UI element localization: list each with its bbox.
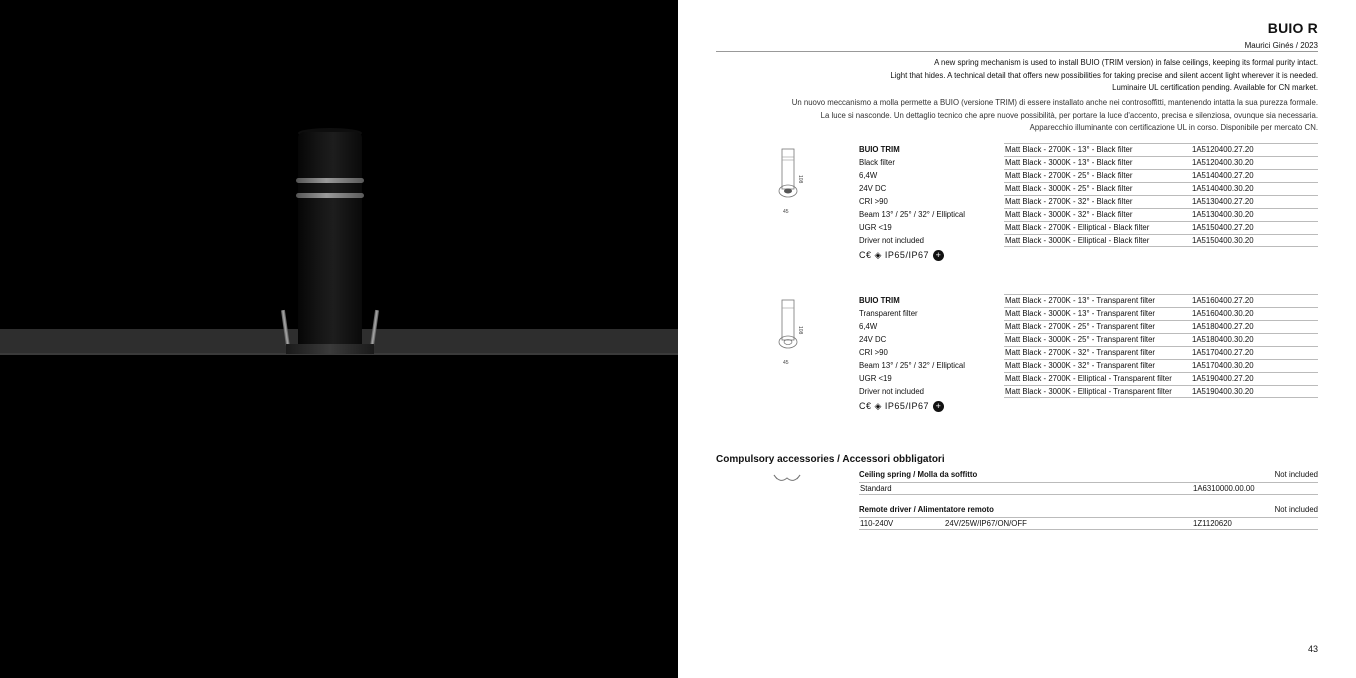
article-code: 1A5190400.30.20 — [1192, 387, 1254, 396]
header-divider — [716, 51, 1318, 52]
description-it — [792, 97, 1318, 135]
table-row — [1004, 156, 1318, 169]
accessory-col1: 110-240V — [860, 519, 894, 528]
article-code: 1A6310000.00.00 — [1193, 484, 1255, 493]
description-line: Light that hides. A technical detail that offers new possibilities for taking precise and silent accent light wherever it is needed. — [890, 70, 1318, 80]
table-row — [1004, 221, 1318, 234]
spec-item: Driver not included — [859, 387, 925, 396]
table-row — [1004, 320, 1318, 333]
article-code: 1A5120400.30.20 — [1192, 158, 1254, 167]
table-row — [1004, 143, 1318, 156]
variant-name: BUIO TRIM — [859, 296, 900, 305]
spec-item: Driver not included — [859, 236, 925, 245]
product-author: Maurici Ginés / 2023 — [1244, 41, 1318, 50]
certification-marks: C€ ◈ IP65/IP67 — [859, 250, 929, 260]
table-row — [1004, 372, 1318, 385]
dimension-width: 45 — [783, 209, 789, 215]
article-code: 1A5180400.27.20 — [1192, 322, 1254, 331]
ceiling-spring-icon — [772, 472, 802, 484]
luminaire-ring — [296, 178, 364, 183]
spec-item: 6,4W — [859, 171, 878, 180]
variant-desc: Matt Black - 2700K - 25° - Black filter — [1005, 171, 1133, 180]
spec-list — [859, 143, 965, 262]
variant-desc: Matt Black - 3000K - 32° - Black filter — [1005, 210, 1133, 219]
table-row — [859, 517, 1318, 530]
variant-desc: Matt Black - 2700K - 32° - Transparent filter — [1005, 348, 1156, 357]
table-row — [1004, 208, 1318, 221]
article-code: 1Z1120620 — [1193, 519, 1232, 528]
accessory-ceiling-spring — [859, 469, 1318, 495]
variant-name: BUIO TRIM — [859, 145, 900, 154]
accessory-name: Remote driver / Alimentatore remoto — [859, 505, 994, 514]
plus-icon: + — [933, 250, 944, 261]
luminaire-collar — [286, 344, 374, 354]
article-code: 1A5150400.27.20 — [1192, 223, 1254, 232]
table-row — [1004, 234, 1318, 247]
article-code: 1A5140400.27.20 — [1192, 171, 1254, 180]
table-row — [1004, 294, 1318, 307]
certifications — [859, 249, 965, 262]
variant-desc: Matt Black - 3000K - Elliptical - Black filter — [1005, 236, 1150, 245]
accessories-title: Compulsory accessories / Accessori obbligatori — [716, 454, 945, 465]
variant-desc: Matt Black - 3000K - 32° - Transparent filter — [1005, 361, 1156, 370]
accessory-col1: Standard — [860, 484, 892, 493]
product-title: BUIO R — [1267, 20, 1318, 36]
article-code: 1A5180400.30.20 — [1192, 335, 1254, 344]
accessory-header — [859, 469, 1318, 481]
description-en — [890, 57, 1318, 95]
description-line: Luminaire UL certification pending. Available for CN market. — [1112, 83, 1318, 92]
article-code: 1A5120400.27.20 — [1192, 145, 1254, 154]
variant-desc: Matt Black - 2700K - 13° - Black filter — [1005, 145, 1133, 154]
table-row — [1004, 333, 1318, 346]
variant-desc: Matt Black - 3000K - 25° - Transparent filter — [1005, 335, 1156, 344]
variant-desc: Matt Black - 3000K - 13° - Black filter — [1005, 158, 1133, 167]
table-row — [1004, 169, 1318, 182]
spec-item: UGR <19 — [859, 223, 892, 232]
accessory-col2: 24V/25W/IP67/ON/OFF — [945, 519, 1027, 528]
variant-desc: Matt Black - 2700K - 13° - Transparent filter — [1005, 296, 1156, 305]
article-code: 1A5140400.30.20 — [1192, 184, 1254, 193]
spec-item: Transparent filter — [859, 309, 918, 318]
variant-desc: Matt Black - 3000K - 13° - Transparent filter — [1005, 309, 1156, 318]
luminaire-body — [298, 132, 362, 354]
dimension-width: 45 — [783, 360, 789, 366]
dimension-drawing-icon — [768, 147, 808, 217]
variant-desc: Matt Black - 2700K - Elliptical - Transparent filter — [1005, 374, 1172, 383]
description-line: A new spring mechanism is used to install BUIO (TRIM version) in false ceilings, keeping its formal purity intact. — [934, 58, 1318, 67]
spec-item: 24V DC — [859, 184, 887, 193]
dimension-height: 108 — [797, 175, 803, 184]
spec-item: CRI >90 — [859, 197, 888, 206]
spec-list — [859, 294, 965, 413]
description-line: La luce si nasconde. Un dettaglio tecnico che apre nuove possibilità, per portare la luce d'accento, precisa e silenziosa, ovunque sia necessaria. — [820, 110, 1318, 120]
page-number: 43 — [1307, 644, 1318, 654]
article-code: 1A5130400.27.20 — [1192, 197, 1254, 206]
accessory-status: Not included — [1274, 470, 1318, 479]
catalogue-page — [678, 0, 1356, 678]
certifications — [859, 400, 965, 413]
article-code: 1A5160400.27.20 — [1192, 296, 1254, 305]
spec-item: 6,4W — [859, 322, 878, 331]
article-code: 1A5160400.30.20 — [1192, 309, 1254, 318]
accessory-header — [859, 504, 1318, 516]
variant-desc: Matt Black - 3000K - 25° - Black filter — [1005, 184, 1133, 193]
variant-desc: Matt Black - 2700K - 32° - Black filter — [1005, 197, 1133, 206]
spec-item: UGR <19 — [859, 374, 892, 383]
article-code: 1A5130400.30.20 — [1192, 210, 1254, 219]
code-table — [1004, 143, 1318, 247]
accessory-remote-driver — [859, 504, 1318, 530]
variant-desc: Matt Black - 2700K - 25° - Transparent filter — [1005, 322, 1156, 331]
table-row — [1004, 359, 1318, 372]
accessory-name: Ceiling spring / Molla da soffitto — [859, 470, 978, 479]
accessory-col2 — [945, 483, 1193, 494]
plus-icon: + — [933, 401, 944, 412]
spec-item: Beam 13° / 25° / 32° / Elliptical — [859, 210, 966, 219]
table-row — [1004, 182, 1318, 195]
dimension-drawing-icon — [768, 298, 808, 368]
spec-item: Beam 13° / 25° / 32° / Elliptical — [859, 361, 966, 370]
variant-desc: Matt Black - 3000K - Elliptical - Transparent filter — [1005, 387, 1172, 396]
description-line: Apparecchio illuminante con certificazione UL in corso. Disponibile per mercato CN. — [1029, 123, 1318, 132]
article-code: 1A5170400.27.20 — [1192, 348, 1254, 357]
description-line: Un nuovo meccanismo a molla permette a BUIO (versione TRIM) di essere installato anche nei controsoffitti, mantenendo intatta la sua purezza formale. — [791, 98, 1318, 107]
spec-item: CRI >90 — [859, 348, 888, 357]
article-code: 1A5150400.30.20 — [1192, 236, 1254, 245]
article-code: 1A5170400.30.20 — [1192, 361, 1254, 370]
spec-item: Black filter — [859, 158, 895, 167]
table-row — [1004, 307, 1318, 320]
certification-marks: C€ ◈ IP65/IP67 — [859, 401, 929, 411]
dimension-height: 108 — [797, 326, 803, 335]
table-row — [1004, 385, 1318, 398]
table-row — [1004, 346, 1318, 359]
article-code: 1A5190400.27.20 — [1192, 374, 1254, 383]
luminaire-ring — [296, 193, 364, 198]
variant-desc: Matt Black - 2700K - Elliptical - Black filter — [1005, 223, 1150, 232]
table-row — [1004, 195, 1318, 208]
code-table — [1004, 294, 1318, 398]
table-row — [859, 482, 1318, 495]
spec-item: 24V DC — [859, 335, 887, 344]
accessory-status: Not included — [1274, 505, 1318, 514]
